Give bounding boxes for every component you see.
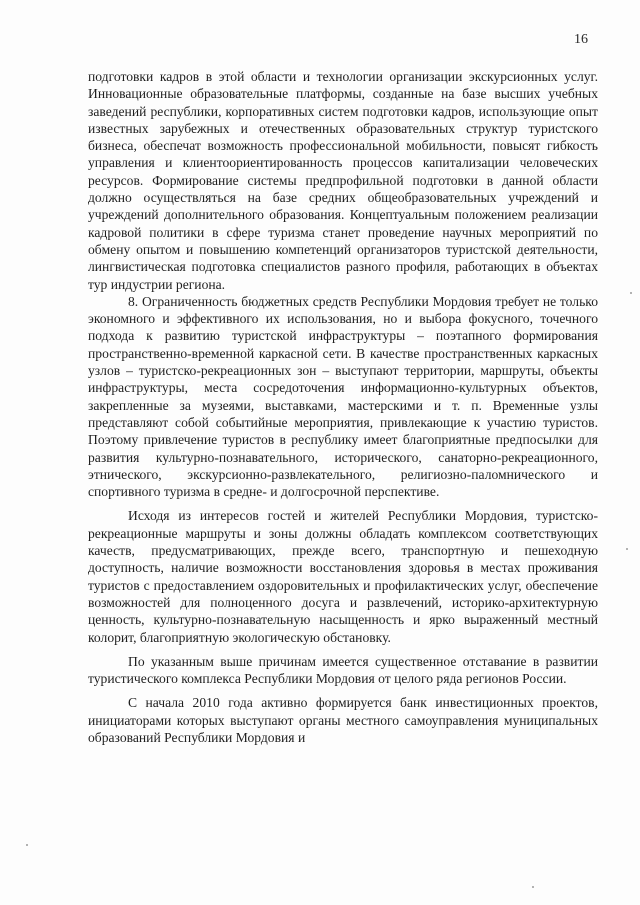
scan-speck [532, 886, 534, 888]
scan-speck [626, 548, 628, 550]
paragraph-continuation: подготовки кадров в этой области и технологии организации экскурсионных услуг. Инновационные образовательные платформы, созданные на базе высших учебных заведений республики, корпоративных систем подготовки кадров, использующие опыт известных зарубежных и отечественных образовательных структур туристского бизнеса, обеспечат возможность профессиональной мобильности, повысят гибкость управления и клиентоориентированность процессов капитализации человеческих ресурсов. Формирование системы предпрофильной подготовки в данной области должно осуществляться на базе средних общеобразовательных учреждений и учреждений дополнительного образования. Концептуальным положением реализации кадровой политики в сфере туризма станет проведение научных мероприятий по обмену опытом и повышению компетенций организаторов туристской деятельности, лингвистическая подготовка специалистов разного профиля, работающих в объектах тур индустрии региона. [88, 69, 598, 292]
scan-speck [26, 844, 28, 846]
scan-speck [630, 292, 632, 294]
paragraph-development-lag: По указанным выше причинам имеется существенное отставание в развитии туристического комплекса Республики Мордовия от целого ряда регионов России. [88, 653, 598, 687]
paragraph-budget-constraints: 8. Ограниченность бюджетных средств Республики Мордовия требует не только экономного и эффективного их использования, но и выбора фокусного, точечного подхода к развитию туристской инфраструктуры – поэтапного формирования пространственно-временной каркасной сети. В качестве пространственных каркасных узлов – туристско-рекреационных зон – выступают территории, маршруты, объекты инфраструктуры, места сосредоточения информационно-культурных объектов, закрепленные за музеями, выставками, мастерскими и т. п. Временные узлы представляют собой событийные мероприятия, привлекающие к участию туристов. Поэтому привлечение туристов в республику имеет благоприятные предпосылки для развития культурно-познавательного, исторического, санаторно-рекреационного, этнического, экскурсионно-развлекательного, религиозно-паломнического и спортивного туризма в средне- и долгосрочной перспективе. [88, 293, 598, 500]
paragraph-visitor-interests: Исходя из интересов гостей и жителей Республики Мордовия, туристско-рекреационные маршруты и зоны должны обладать комплексом соответствующих качеств, предусматривающих, прежде всего, транспортную и пешеходную доступность, наличие возможности восстановления здоровья в местах проживания туристов с предоставлением оздоровительных и профилактических услуг, обеспечение возможностей для полноценного досуга и развлечений, историко-архитектурную ценность, культурно-познавательную насыщенность и ярко выраженный местный колорит, благоприятную экологическую обстановку. [88, 508, 598, 645]
document-body [88, 68, 598, 746]
page-number: 16 [574, 32, 588, 47]
paragraph-investment-projects: С начала 2010 года активно формируется банк инвестиционных проектов, инициаторами которых выступают органы местного самоуправления муниципальных образований Республики Мордовия и [88, 695, 598, 745]
